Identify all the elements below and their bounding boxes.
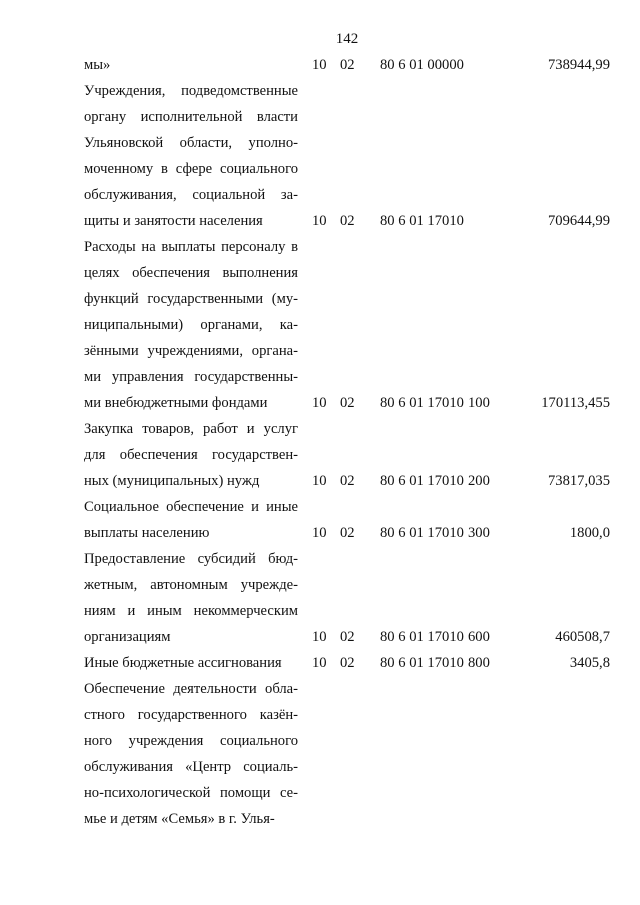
table-row [84,546,610,650]
amount-value: 170113,455 [541,395,610,411]
section-code: 10 [312,629,327,645]
amount-value: 73817,035 [547,473,610,489]
expense-type-code: 800 [468,655,490,671]
description-line: Обеспечение деятельности обла- [84,681,298,697]
section-code: 10 [312,473,327,489]
description-line: мье и детям «Семья» в г. Улья- [84,811,275,827]
description-line: ных (муниципальных) нужд [84,473,260,489]
row-codes [84,390,610,416]
description-line: Учреждения, подведомственные [84,83,298,99]
description-line: Иные бюджетные ассигнования [84,655,282,671]
description-line: ми управления государственны- [84,369,298,385]
description-line: функций государственными (му- [84,291,298,307]
table-row [84,494,610,546]
table-row [84,234,610,416]
description-line: стного государственного казён- [84,707,298,723]
amount-value: 738944,99 [547,57,610,73]
row-codes [84,650,610,676]
page-number: 142 [335,31,359,47]
subsection-code: 02 [340,629,355,645]
table-row [84,676,610,832]
table-row [84,416,610,494]
table-row [84,52,610,78]
subsection-code: 02 [340,655,355,671]
description-line: ного учреждения социального [84,733,298,749]
description-line: обслуживания, социальной за- [84,187,298,203]
subsection-code: 02 [340,395,355,411]
budget-table [84,52,610,832]
subsection-code: 02 [340,213,355,229]
row-codes [84,624,610,650]
target-article-code: 80 6 01 17010 [380,629,464,645]
description-line: организациям [84,629,171,645]
subsection-code: 02 [340,57,355,73]
table-row [84,78,610,234]
amount-value: 1800,0 [569,525,610,541]
description-line: но-психологической помощи се- [84,785,298,801]
description-line: мы» [84,57,111,73]
target-article-code: 80 6 01 17010 [380,655,464,671]
description-line: Расходы на выплаты персоналу в [84,239,298,255]
section-code: 10 [312,655,327,671]
target-article-code: 80 6 01 00000 [380,57,464,73]
description-line: моченному в сфере социального [84,161,298,177]
section-code: 10 [312,395,327,411]
row-codes [84,468,610,494]
expense-type-code: 300 [468,525,490,541]
target-article-code: 80 6 01 17010 [380,525,464,541]
description-line: ниям и иным некоммерческим [84,603,298,619]
description-line: щиты и занятости населения [84,213,263,229]
description-line: зёнными учреждениями, органа- [84,343,298,359]
description-line: Социальное обеспечение и иные [84,499,298,515]
amount-value: 3405,8 [569,655,610,671]
row-description [84,234,298,416]
description-line: ми внебюджетными фондами [84,395,268,411]
amount-value: 460508,7 [555,629,610,645]
row-codes [84,806,610,832]
description-line: Ульяновской области, уполно- [84,135,298,151]
target-article-code: 80 6 01 17010 [380,395,464,411]
section-code: 10 [312,57,327,73]
expense-type-code: 100 [468,395,490,411]
description-line: целях обеспечения выполнения [84,265,298,281]
description-line: Предоставление субсидий бюд- [84,551,298,567]
description-line: Закупка товаров, работ и услуг [84,421,298,437]
row-codes [84,208,610,234]
description-line: ниципальными) органами, ка- [84,317,298,333]
description-line: обслуживания «Центр социаль- [84,759,298,775]
description-line: органу исполнительной власти [84,109,298,125]
section-code: 10 [312,213,327,229]
description-line: для обеспечения государствен- [84,447,298,463]
target-article-code: 80 6 01 17010 [380,213,464,229]
description-line: выплаты населению [84,525,210,541]
expense-type-code: 600 [468,629,490,645]
row-codes [84,52,610,78]
description-line: жетным, автономным учрежде- [84,577,298,593]
target-article-code: 80 6 01 17010 [380,473,464,489]
row-codes [84,520,610,546]
subsection-code: 02 [340,473,355,489]
subsection-code: 02 [340,525,355,541]
amount-value: 709644,99 [547,213,610,229]
expense-type-code: 200 [468,473,490,489]
table-row [84,650,610,676]
section-code: 10 [312,525,327,541]
